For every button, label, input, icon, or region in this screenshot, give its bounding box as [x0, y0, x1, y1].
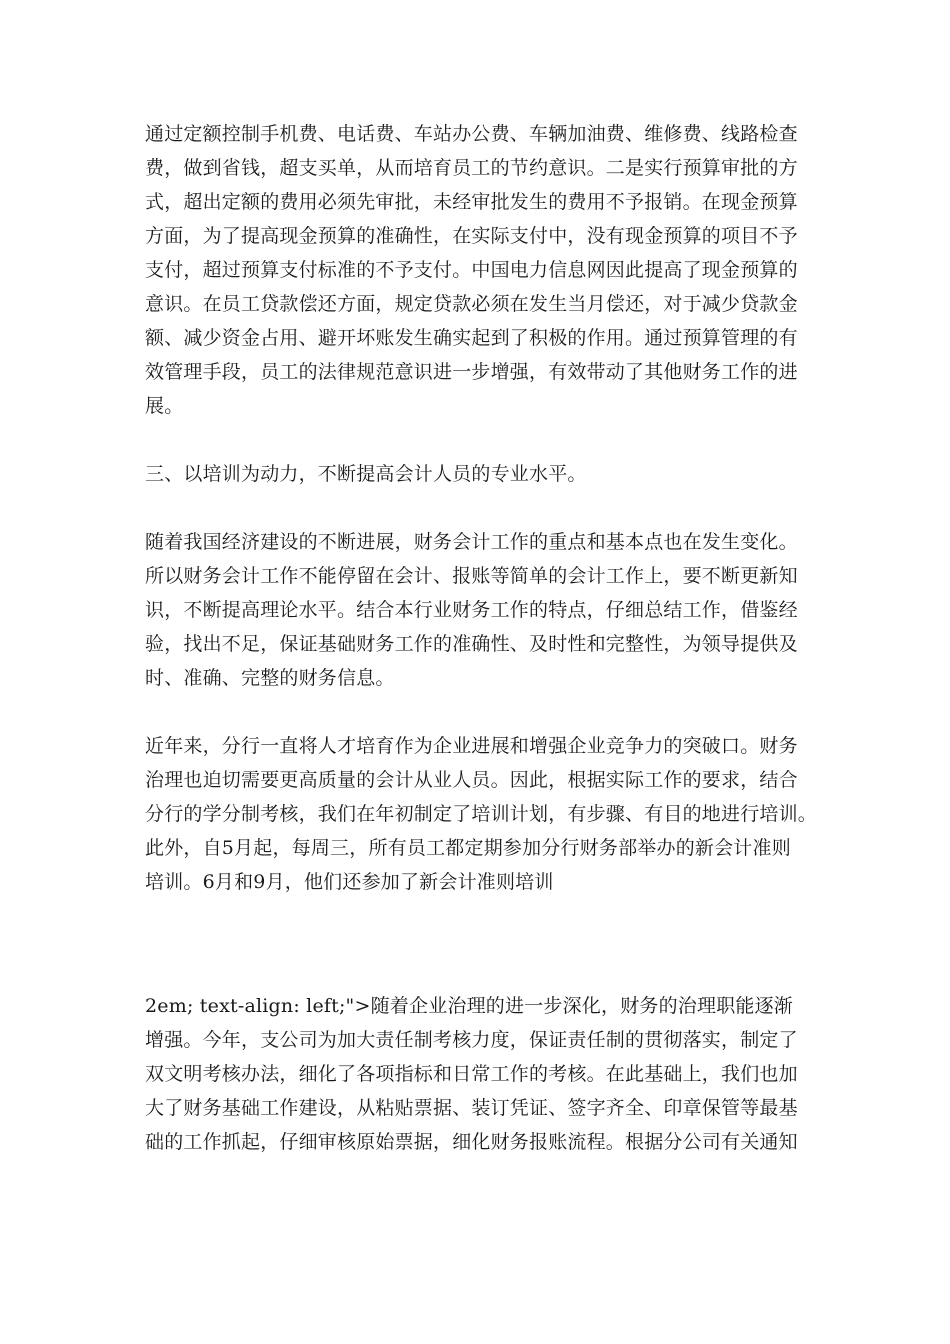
text-line: 费，做到省钱，超支买单，从而培育员工的节约意识。二是实行预算审批的方: [145, 157, 798, 179]
text-line: 治理也迫切需要更高质量的会计从业人员。因此，根据实际工作的要求，结合: [145, 769, 798, 791]
text-line: 通过定额控制手机费、电话费、车站办公费、车辆加油费、维修费、线路检查: [145, 123, 798, 145]
text-line: 分行的学分制考核，我们在年初制定了培训计划，有步骤、有目的地进行培训。: [145, 803, 818, 825]
text-line: 培训。6月和9月，他们还参加了新会计准则培训: [145, 871, 554, 893]
text-line: 础的工作抓起，仔细审核原始票据，细化财务报账流程。根据分公司有关通知: [145, 1131, 798, 1153]
text-line: 效管理手段，员工的法律规范意识进一步增强，有效带动了其他财务工作的进: [145, 361, 798, 383]
text-line: 式，超出定额的费用必须先审批，未经审批发生的费用不予报销。在现金预算: [145, 191, 798, 213]
text-line: 时、准确、完整的财务信息。: [145, 667, 395, 689]
text-line: 大了财务基础工作建设，从粘贴票据、装订凭证、签字齐全、印章保管等最基: [145, 1097, 798, 1119]
text-line: 随着我国经济建设的不断进展，财务会计工作的重点和基本点也在发生变化。: [145, 531, 798, 553]
text-line: 此外，自5月起，每周三，所有员工都定期参加分行财务部举办的新会计准则: [145, 837, 791, 859]
text-line: 识，不断提高理论水平。结合本行业财务工作的特点，仔细总结工作，借鉴经: [145, 599, 798, 621]
text-line: 所以财务会计工作不能停留在会计、报账等简单的会计工作上，要不断更新知: [145, 565, 798, 587]
text-line: 方面，为了提高现金预算的准确性，在实际支付中，没有现金预算的项目不予: [145, 225, 798, 247]
section-heading: 三、以培训为动力，不断提高会计人员的专业水平。: [145, 463, 587, 485]
text-line: 展。: [145, 395, 184, 417]
text-line: 近年来，分行一直将人才培育作为企业进展和增强企业竞争力的突破口。财务: [145, 735, 798, 757]
text-line: 双文明考核办法，细化了各项指标和日常工作的考核。在此基础上，我们也加: [145, 1063, 798, 1085]
text-line: 额、减少资金占用、避开坏账发生确实起到了积极的作用。通过预算管理的有: [145, 327, 798, 349]
text-line: 支付，超过预算支付标准的不予支付。中国电力信息网因此提高了现金预算的: [145, 259, 798, 281]
text-line: 2em; text-align: left;">随着企业治理的进一步深化，财务的治理职能逐渐: [145, 995, 794, 1017]
text-line: 验，找出不足，保证基础财务工作的准确性、及时性和完整性，为领导提供及: [145, 633, 798, 655]
text-line: 增强。今年，支公司为加大责任制考核力度，保证责任制的贯彻落实，制定了: [145, 1029, 798, 1051]
text-line: 意识。在员工贷款偿还方面，规定贷款必须在发生当月偿还，对于减少贷款金: [145, 293, 798, 315]
